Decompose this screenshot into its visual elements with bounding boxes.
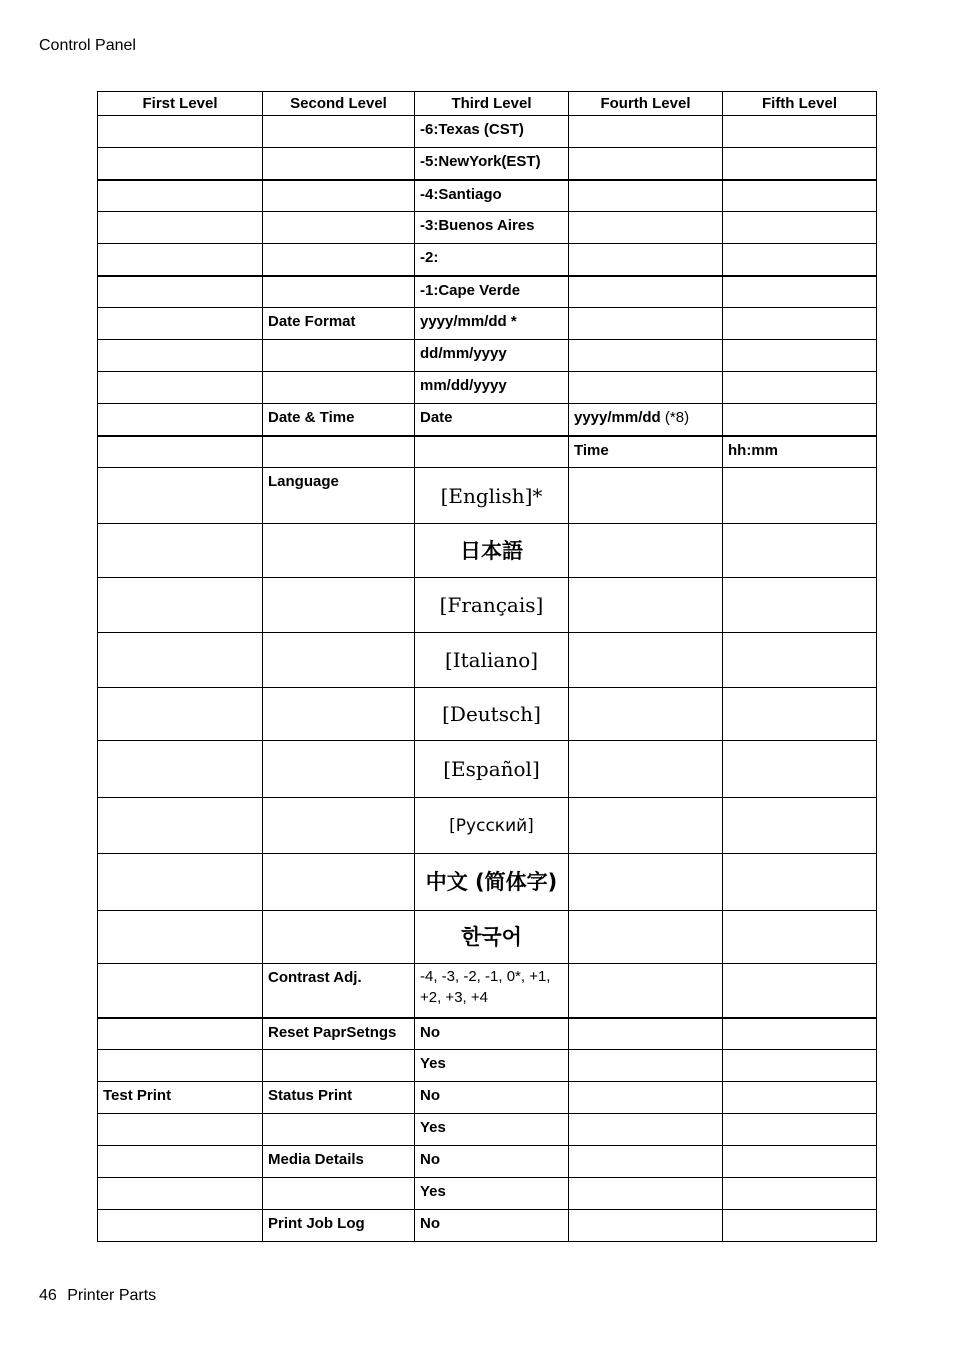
table-row <box>98 212 877 244</box>
table-cell <box>723 148 877 180</box>
table-cell <box>569 524 723 578</box>
table-cell <box>569 798 723 854</box>
table-cell: Print Job Log <box>263 1210 415 1242</box>
table-cell: Yes <box>415 1050 569 1082</box>
language-option-french: [Français] <box>415 578 569 633</box>
table-cell: Status Print <box>263 1082 415 1114</box>
table-row <box>98 633 877 688</box>
page-footer <box>39 1287 156 1305</box>
table-cell <box>723 308 877 340</box>
table-cell <box>569 244 723 276</box>
table-cell <box>98 468 263 524</box>
table-cell <box>723 468 877 524</box>
table-row <box>98 340 877 372</box>
footer-section-title: Printer Parts <box>67 1287 157 1304</box>
table-cell: No <box>415 1210 569 1242</box>
table-cell: Reset PaprSetngs <box>263 1018 415 1050</box>
table-cell <box>723 1018 877 1050</box>
table-cell: -5:NewYork(EST) <box>415 148 569 180</box>
table-cell <box>98 308 263 340</box>
table-cell <box>98 688 263 741</box>
table-row <box>98 372 877 404</box>
table-cell <box>723 524 877 578</box>
table-cell <box>98 911 263 964</box>
table-cell: No <box>415 1082 569 1114</box>
table-cell <box>98 1210 263 1242</box>
language-option-english: [English]* <box>415 468 569 524</box>
table-cell <box>723 964 877 1018</box>
table-cell <box>98 372 263 404</box>
table-cell: -2: <box>415 244 569 276</box>
table-cell <box>569 180 723 212</box>
table-cell <box>263 854 415 911</box>
table-cell <box>569 741 723 798</box>
table-cell: Yes <box>415 1178 569 1210</box>
language-option-chinese-simplified: 中文 (简体字) <box>415 854 569 911</box>
footnote-marker: (*8) <box>664 409 690 426</box>
table-cell <box>98 578 263 633</box>
table-cell <box>723 404 877 436</box>
table-cell <box>723 1050 877 1082</box>
table-row <box>98 741 877 798</box>
column-header-fifth-level: Fifth Level <box>723 92 877 116</box>
table-row <box>98 404 877 436</box>
table-cell: Test Print <box>98 1082 263 1114</box>
table-cell <box>569 276 723 308</box>
table-cell <box>723 798 877 854</box>
table-cell <box>263 1178 415 1210</box>
table-cell <box>415 436 569 468</box>
table-row <box>98 1178 877 1210</box>
table-cell <box>569 468 723 524</box>
table-cell <box>723 116 877 148</box>
language-option-german: [Deutsch] <box>415 688 569 741</box>
table-row <box>98 1018 877 1050</box>
table-cell <box>723 276 877 308</box>
table-cell <box>569 404 723 436</box>
table-cell <box>98 404 263 436</box>
table-row <box>98 276 877 308</box>
table-cell <box>98 1050 263 1082</box>
table-cell <box>723 578 877 633</box>
table-cell <box>723 212 877 244</box>
language-option-korean: 한국어 <box>415 911 569 964</box>
table-cell <box>723 1082 877 1114</box>
table-cell: -1:Cape Verde <box>415 276 569 308</box>
language-option-spanish: [Español] <box>415 741 569 798</box>
table-row <box>98 148 877 180</box>
table-cell: No <box>415 1146 569 1178</box>
table-cell: Yes <box>415 1114 569 1146</box>
table-cell <box>98 854 263 911</box>
table-cell <box>98 798 263 854</box>
table-cell <box>98 964 263 1018</box>
table-row <box>98 964 877 1018</box>
table-cell <box>263 148 415 180</box>
table-row <box>98 688 877 741</box>
table-cell <box>723 688 877 741</box>
table-cell: Language <box>263 468 415 524</box>
table-cell <box>569 1210 723 1242</box>
page-header-title: Control Panel <box>39 37 136 54</box>
table-cell <box>263 436 415 468</box>
table-cell: -4, -3, -2, -1, 0*, +1, +2, +3, +4 <box>415 964 569 1018</box>
table-cell <box>98 244 263 276</box>
table-cell <box>263 741 415 798</box>
table-cell: hh:mm <box>723 436 877 468</box>
table-cell: Date Format <box>263 308 415 340</box>
table-cell <box>569 1082 723 1114</box>
table-row <box>98 468 877 524</box>
table-cell <box>569 964 723 1018</box>
table-cell: dd/mm/yyyy <box>415 340 569 372</box>
table-cell <box>569 372 723 404</box>
table-cell <box>569 688 723 741</box>
table-cell: -6:Texas (CST) <box>415 116 569 148</box>
language-option-japanese: 日本語 <box>415 524 569 578</box>
table-cell <box>98 1178 263 1210</box>
table-cell <box>98 180 263 212</box>
table-cell <box>723 1178 877 1210</box>
table-cell <box>263 578 415 633</box>
table-cell <box>263 180 415 212</box>
column-header-second-level: Second Level <box>263 92 415 116</box>
table-cell <box>98 276 263 308</box>
table-cell <box>98 116 263 148</box>
table-row <box>98 436 877 468</box>
table-row <box>98 116 877 148</box>
table-cell: Media Details <box>263 1146 415 1178</box>
table-row <box>98 1050 877 1082</box>
table-cell <box>98 1146 263 1178</box>
table-row <box>98 180 877 212</box>
table-cell <box>98 148 263 180</box>
table-row <box>98 1114 877 1146</box>
table-row <box>98 1082 877 1114</box>
table-cell <box>263 524 415 578</box>
table-cell <box>569 308 723 340</box>
table-cell <box>723 372 877 404</box>
table-cell <box>723 633 877 688</box>
table-row <box>98 911 877 964</box>
table-row <box>98 524 877 578</box>
table-cell <box>569 854 723 911</box>
table-cell <box>98 436 263 468</box>
table-cell <box>263 372 415 404</box>
table-cell <box>263 276 415 308</box>
table-cell <box>723 180 877 212</box>
table-cell: Time <box>569 436 723 468</box>
table-header-row <box>98 92 877 116</box>
table-row <box>98 854 877 911</box>
table-cell <box>263 911 415 964</box>
control-panel-menu-table <box>97 91 877 1242</box>
table-cell <box>723 1114 877 1146</box>
date-format-value: yyyy/mm/dd <box>574 409 661 426</box>
table-cell <box>569 1050 723 1082</box>
table-cell <box>98 524 263 578</box>
table-cell <box>723 244 877 276</box>
table-cell <box>569 578 723 633</box>
table-cell: Contrast Adj. <box>263 964 415 1018</box>
table-cell <box>98 741 263 798</box>
table-cell: mm/dd/yyyy <box>415 372 569 404</box>
table-cell <box>723 1210 877 1242</box>
table-row <box>98 578 877 633</box>
table-cell <box>263 688 415 741</box>
table-cell <box>263 116 415 148</box>
table-cell <box>263 212 415 244</box>
language-option-italian: [Italiano] <box>415 633 569 688</box>
table-cell <box>263 340 415 372</box>
language-option-russian: [Русский] <box>415 798 569 854</box>
table-cell <box>569 340 723 372</box>
table-cell <box>569 1178 723 1210</box>
table-cell <box>569 911 723 964</box>
table-cell: Date & Time <box>263 404 415 436</box>
table-cell <box>98 212 263 244</box>
table-cell <box>569 116 723 148</box>
table-cell <box>723 1146 877 1178</box>
table-cell <box>569 1018 723 1050</box>
table-row <box>98 798 877 854</box>
table-row <box>98 1146 877 1178</box>
table-cell: yyyy/mm/dd * <box>415 308 569 340</box>
table-cell <box>98 633 263 688</box>
table-cell: -3:Buenos Aires <box>415 212 569 244</box>
column-header-first-level: First Level <box>98 92 263 116</box>
table-row <box>98 308 877 340</box>
table-cell <box>98 340 263 372</box>
table-cell <box>723 340 877 372</box>
table-cell: Date <box>415 404 569 436</box>
table-cell <box>569 148 723 180</box>
table-cell <box>98 1114 263 1146</box>
table-cell <box>569 1114 723 1146</box>
table-cell <box>98 1018 263 1050</box>
table-cell <box>263 1050 415 1082</box>
table-cell <box>569 633 723 688</box>
page-number: 46 <box>39 1287 57 1304</box>
table-cell <box>263 244 415 276</box>
table-cell <box>569 212 723 244</box>
table-cell <box>723 854 877 911</box>
table-cell: No <box>415 1018 569 1050</box>
table-cell <box>263 798 415 854</box>
column-header-fourth-level: Fourth Level <box>569 92 723 116</box>
column-header-third-level: Third Level <box>415 92 569 116</box>
table-cell: -4:Santiago <box>415 180 569 212</box>
table-cell <box>263 1114 415 1146</box>
table-cell <box>263 633 415 688</box>
table-row <box>98 244 877 276</box>
table-cell <box>723 911 877 964</box>
table-cell <box>569 1146 723 1178</box>
table-cell <box>723 741 877 798</box>
table-row <box>98 1210 877 1242</box>
